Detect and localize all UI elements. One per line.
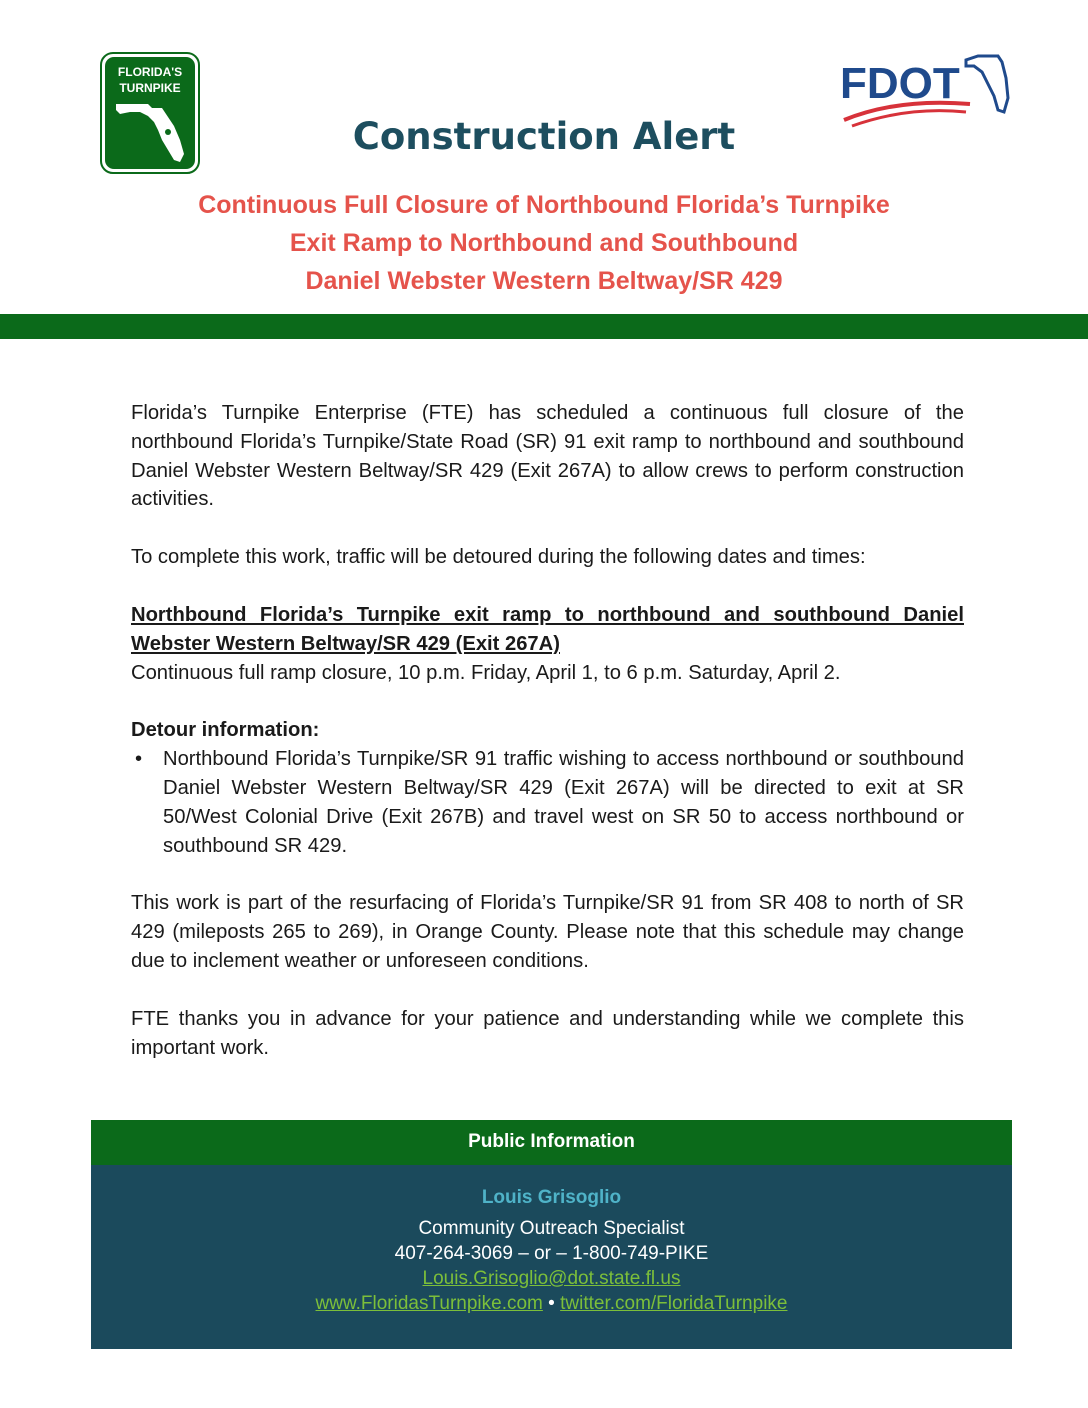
green-divider-band xyxy=(0,314,1088,339)
subtitle-line: Continuous Full Closure of Northbound Florida’s Turnpike xyxy=(198,191,890,219)
detour-bullet xyxy=(131,745,964,860)
public-information-heading: Public Information xyxy=(91,1120,1012,1165)
thanks-paragraph: FTE thanks you in advance for your patience and understanding while we complete this important work. xyxy=(131,1007,964,1059)
contact-phone: 407-264-3069 – or – 1-800-749-PIKE xyxy=(394,1243,709,1264)
bullet-marker: • xyxy=(135,748,143,771)
contact-name: Louis Grisoglio xyxy=(481,1187,622,1208)
closure-time: Continuous full ramp closure, 10 p.m. Friday, April 1, to 6 p.m. Saturday, April 2. xyxy=(131,661,841,684)
subtitle-line: Daniel Webster Western Beltway/SR 429 xyxy=(305,267,783,295)
contact-box xyxy=(91,1165,1012,1349)
project-note: This work is part of the resurfacing of Florida’s Turnpike/SR 91 from SR 408 to north of SR 429 (mileposts 265 to 269), in Orange County. Please note that this schedule may change due to inclement weather or unforeseen conditions. xyxy=(131,892,964,972)
detour-intro: To complete this work, traffic will be detoured during the following dates and times: xyxy=(131,546,866,569)
website-link[interactable]: www.FloridasTurnpike.com xyxy=(315,1293,543,1314)
email-link[interactable]: Louis.Grisoglio@dot.state.fl.us xyxy=(422,1268,681,1289)
svg-text:FDOT: FDOT xyxy=(840,59,960,108)
subtitle-line: Exit Ramp to Northbound and Southbound xyxy=(289,229,799,257)
alert-subtitle xyxy=(0,186,1088,300)
detour-heading: Detour information: xyxy=(131,719,320,742)
closure-heading: Northbound Florida’s Turnpike exit ramp to northbound and southbound Daniel Webster Western Beltway/SR 429 (Exit 267A) xyxy=(131,603,964,655)
svg-text:TURNPIKE: TURNPIKE xyxy=(119,81,181,95)
page-title: Construction Alert xyxy=(352,115,736,158)
detour-bullet-text: Northbound Florida’s Turnpike/SR 91 traffic wishing to access northbound or southbound Daniel Webster Western Beltway/SR 429 (Exit 267A) will be directed to exit at SR 50/West Colonial Drive (Exit 267B) and travel west on SR 50 to access northbound or southbound SR 429. xyxy=(163,748,964,857)
contact-links xyxy=(91,1293,1012,1315)
intro-paragraph: Florida’s Turnpike Enterprise (FTE) has scheduled a continuous full closure of the northbound Florida’s Turnpike/State Road (SR) 91 exit ramp to northbound and southbound Daniel Webster Western Beltway/SR 429 (Exit 267A) to allow crews to perform construction activities. xyxy=(131,402,964,511)
alert-body xyxy=(131,399,964,1062)
twitter-link[interactable]: twitter.com/FloridaTurnpike xyxy=(560,1293,788,1314)
link-separator: • xyxy=(548,1293,555,1314)
contact-role: Community Outreach Specialist xyxy=(418,1218,685,1239)
svg-text:FLORIDA'S: FLORIDA'S xyxy=(117,65,183,79)
